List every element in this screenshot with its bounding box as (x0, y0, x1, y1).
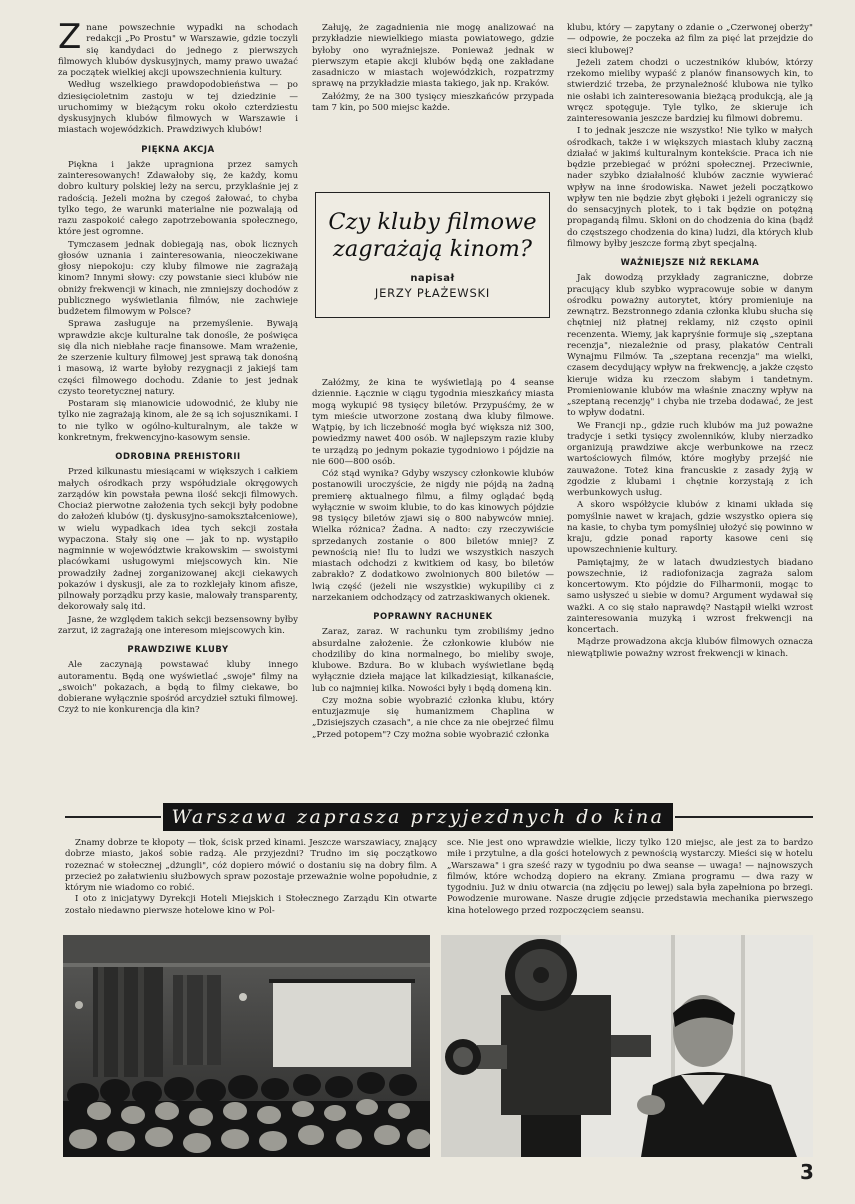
feature-column-right (447, 838, 813, 932)
section-heading-wazniejsze-niz-reklama: WAŻNIEJSZE NIŻ REKLAMA (620, 257, 760, 267)
article-column-2-top (312, 23, 554, 180)
article-paragraph: Załóżmy, że na 300 tysięcy mieszkańców przypada tam 7 kin, po 500 miejsc każde. (312, 91, 554, 113)
article-paragraph: Jeżeli zatem chodzi o uczestników klubów, którzy rzekomo mieliby wypaść z planów finansowych kin, to stwierdzić trzeba, że przynależność klubowa nie tylko nie osłabi ich zainteresowania bieżącą produkcją, ale ją wręcz spotęguje. Tyle tylko, że skieruje ich zainteresowania jeszcze bardziej ku filmowi dobremu. (567, 57, 813, 124)
feature-paragraph: sce. Nie jest ono wprawdzie wielkie, liczy tylko 120 miejsc, ale jest za to bardzo miłe i przytulne, a dla gości hotelowych z pewnością wystarczy. Mieści się w hotelu „Warszawa" i gra sześć razy w tygodniu po dwa seanse — uwaga! — najnowszych filmów, które wchodzą dopiero na ekrany. Zmiana programu — dwa razy w tygodniu. Już w dniu otwarcia (na zdjęciu po lewej) sala była zapełniona po brzegi. Powodzenie murowane. Nasze drugie zdjęcie przedstawia mechanika pierwszego kina hotelowego przed rozpoczęciem seansu. (447, 838, 813, 916)
article-paragraph: Według wszelkiego prawdopodobieństwa — po dziesięcioletnim zastoju w tej dziedzinie — uruchomimy w bieżącym roku około czterdziestu dyskusyjnych klubów filmowych w Warszawie i miastach wojewódzkich. Prawdziwych klubów! (58, 80, 298, 136)
section-heading-prawdziwe-kluby: PRAWDZIWE KLUBY (127, 644, 229, 654)
section-heading-odrobina-prehistorii: ODROBINA PREHISTORII (115, 451, 241, 461)
article-paragraph: Żałuję, że zagadnienia nie mogę analizować na przykładzie niewielkiego miasta powiatowego, gdzie byłoby ono wyraźniejsze. Ponieważ jednak w pierwszym etapie akcji klubów będą one zakładane zasadniczo w miastach wojewódzkich, rozpatrzmy sprawę na przykładzie miasta takiego, jak np. Kraków. (312, 23, 554, 90)
article-paragraph: klubu, który — zapytany o zdanie o „Czerwonej oberży" — odpowie, że poczeka aż film za pięć lat przejdzie do sieci klubowej? (567, 23, 813, 56)
byline-label: napisał (410, 273, 455, 284)
article-paragraph: Pamiętajmy, że w latach dwudziestych biadano powszechnie, iż radiofonizacja zagraża salom koncertowym. Kto pójdzie do Filharmonii, mogąc to samo usłyszeć u siebie w domu? Argument wydawał się ważki. A co się stało naprawdę? Nastąpił wielki wzrost zainteresowania muzyką i wzrost frekwencji na koncertach. (567, 557, 813, 635)
feature-paragraph: Znamy dobrze te kłopoty — tłok, ścisk przed kinami. Jeszcze warszawiacy, znający dobrze miasto, jakoś sobie radzą. Ale przyjezdni? Trudno im się początkowo rozeznać w stołecznej „dżungli", cóż dopiero mówić o dostaniu się na dobry film. A przecież po załatwieniu służbowych spraw pozostaje przeważnie wolne popołudnie, z którym nie wiadomo co robić. (65, 838, 437, 893)
article-paragraph: Sprawa zasługuje na przemyślenie. Bywają wprawdzie akcje kulturalne tak donośle, że poświęca się dla nich niebłahe racje finansowe. Mam wrażenie, że szerzenie kultury filmowej jest sprawą tak donośną i masową, iż warte byłoby rezygnacji z jakiejś tam części filmowego dochodu. Zdanie to jest jednak czysto teoretycznej natury. (58, 319, 298, 397)
article-paragraph: Mądrze prowadzona akcja klubów filmowych oznacza niewątpliwie poważny wzrost frekwencji w kinach. (567, 637, 813, 659)
section-heading-piekna-akcja: PIĘKNA AKCJA (141, 143, 215, 154)
article-paragraph: Zaraz, zaraz. W rachunku tym zrobiliśmy jedno absurdalne założenie. Że członkowie klubów nie chodziliby do kina normalnego, bo mieliby swoje, klubowe. Bzdura. Bo w klubach wyświetlane będą wyłącznie dzieła mające lat kilkadziesiąt, kilkanaście, lub co najmniej kilka. Nowości były i będą domeną kin. (312, 627, 554, 694)
article-paragraph: Piękna i jakże upragniona przez samych zainteresowanych! Zdawałoby się, że każdy, komu dobro kultury polskiej leży na sercu, przyklaśnie jej z radością. Jeżeli można by czegoś żałować, to chyba tylko tego, że warunki materialne nie pozwalają od razu zaspokoić całego zapotrzebowania społecznego, które jest ogromne. (58, 159, 298, 238)
article-paragraph: Załóżmy, że kina te wyświetlają po 4 seanse dziennie. Łącznie w ciągu tygodnia mieszkańcy miasta mogą wykupić 98 tysięcy biletów. Przypuśćmy, że w tym mieście utworzone zostaną dwa kluby filmowe. Wątpię, by ich liczebność mogła być większa niż 300, powiedzmy nawet 400 osób. W najlepszym razie kluby te urządzą po jednym pokazie tygodniowo i pójdzie na nie 600—800 osób. (312, 378, 554, 467)
page-number: 3 (800, 1160, 814, 1184)
article-paragraph: Przed kilkunastu miesiącami w większych i całkiem małych ośrodkach przy współudziale okręgowych zarządów kin powstała pewna ilość sekcji filmowych. Chociaż pierwotne założenia tych sekcji były podobne do założeń klubów (tj. dyskusyjno-samokształceniowe), w wielu wypadkach idea tych sekcji została wypaczona. Stały się one — jak to np. wystąpiło nagminnie w województwie krakowskim — swoistymi placówkami usługowymi miejscowych kin. Nie prowadziły żadnej zorganizowanej akcji ciekawych pokazów i dyskusji, ale za to rozklejały kinom afisze, pilnowały porządku przy kasie, malowały transparenty, dekorowały salę itd. (58, 467, 298, 613)
article-title-box (315, 192, 550, 318)
article-intro-paragraph: Znane powszechnie wypadki na schodach redakcji „Po Prostu" w Warszawie, gdzie toczyli się kandydaci do jednego z pierwszych filmowych klubów dyskusyjnych, mamy prawo uważać za początek wielkiej akcji upowszechnienia kultury. (58, 23, 298, 78)
feature-banner: Warszawa zaprasza przyjezdnych do kina (163, 803, 673, 831)
drop-cap: Z (58, 23, 82, 57)
article-paragraph: Jak dowodzą przykłady zagraniczne, dobrze pracujący klub szybko wypracowuje sobie w danym ośrodku poważny autorytet, który promieniuje na zewnątrz. Bezstronnego zdania członka klubu słucha się chętniej niż płatnej reklamy, niż często opinii recenzenta. Wiemy, jak kapryśnie formuje się „szeptana recenzja", niezależnie od prasy, plakatów Centrali Wynajmu Filmów. Ta „szeptana recenzja" ma wielki, czasem decydujący wpływ na frekwencję, a jakże często kieruje widza ku rzeczom słabym i tandetnym. Promieniowanie klubów ma właśnie znaczny wpływ na „szeptaną recenzję" i chyba nie trzeba dodawać, że jest to wpływ dodatni. (567, 273, 813, 419)
photo-cinema-audience (63, 935, 430, 1157)
article-column-3 (567, 23, 813, 793)
article-column-1 (58, 23, 298, 793)
banner-rule-right (675, 816, 813, 818)
feature-column-left (65, 838, 437, 932)
article-column-2-bottom (312, 378, 554, 793)
photo-projectionist (441, 935, 813, 1157)
banner-rule-left (65, 816, 161, 818)
article-paragraph: Jasne, że względem takich sekcji bezsensowny byłby zarzut, iż zagrażają one interesom miejscowych kin. (58, 614, 298, 636)
article-paragraph: Cóż stąd wynika? Gdyby wszyscy członkowie klubów postanowili uroczyście, że nigdy nie pójdą na żadną premierę aktualnego filmu, a filmy oglądać będą wyłącznie w swoim klubie, to do kas kinowych pójdzie 98 tysięcy biletów zjawi się o 800 nabywców mniej. Wielka różnica? Żadna. A nadto: czy rzeczywiście sprzedanych zostanie o 800 biletów mniej? Z pewnością nie! Ilu to ludzi we wszystkich naszych miastach odchodzi z kwitkiem od kasy, bo biletów zabrakło? Z dodatkowo zwolnionych 800 biletów — lwią część (jeżeli nie wszystkie) wykupiliby ci z narzekaniem odchodzący od zatrzaskiwanych okienek. (312, 469, 554, 603)
article-paragraph: Ale zaczynają powstawać kluby innego autoramentu. Będą one wyświetlać „swoje" filmy na „swoich" pokazach, a będą to filmy ciekawe, bo dobierane wyłącznie spośród arcydzieł sztuki filmowej. Czyż to nie konkurencja dla kin? (58, 660, 298, 716)
article-paragraph: Postaram się mianowicie udowodnić, że kluby nie tylko nie zagrażają kinom, ale że są ich sojusznikami. I to nie tylko w ogólno-kulturalnym, ale także w konkretnym, frekwencyjno-kasowym sensie. (58, 399, 298, 443)
article-paragraph: I to jednak jeszcze nie wszystko! Nie tylko w małych ośrodkach, także i w większych miastach kluby zaczną działać w jakimś kulturalnym kontekście. Praca ich nie będzie przebiegać w próżni społecznej. Przeciwnie, nader szybko działalność klubów zacznie wywierać wpływ na inne środowiska. Nawet jeżeli początkowo wpływ ten nie będzie zbyt głęboki i jeżeli ograniczy się do sensacyjnych plotek, to i tak będzie on potężną propagandą filmu. Skłoni on do chodzenia do kina (bądź do częstszego chodzenia do kina) ludzi, dla których klub filmowy byłby jeszcze formą zbyt specjalną. (567, 126, 813, 249)
author-name: JERZY PŁAŻEWSKI (374, 286, 491, 300)
article-paragraph: Tymczasem jednak dobiegają nas, obok licznych głosów uznania i zainteresowania, nieoczekiwane głosy niepokoju: czy kluby filmowe nie zagrażają kinom? Innymi słowy: czy powstanie sieci klubów nie obniży frekwencji w kinach, nie zmniejszy dochodów z publicznego wyświetlania filmów, nie zachwieje budżetem filmowym w Polsce? (58, 239, 298, 317)
article-paragraph: A skoro współżycie klubów z kinami układa się pomyślnie nawet w krajach, gdzie wszystko opiera się na kasie, to chyba tym pomyślniej ułożyć się powinno w kraju, gdzie ponad raporty kasowe ceni się upowszechnienie kultury. (567, 500, 813, 556)
section-heading-poprawny-rachunek: POPRAWNY RACHUNEK (373, 611, 493, 621)
article-paragraph: Czy można sobie wyobrazić członka klubu, który entuzjazmuje się humanizmem Chaplina w „Dzisiejszych czasach", a nie chce za nie obejrzeć filmu „Przed potopem"? Czy można sobie wyobrazić członka (312, 695, 554, 740)
article-paragraph: We Francji np., gdzie ruch klubów ma już poważne tradycje i setki tysięcy zwolenników, kluby nierzadko organizują prawdziwe akcje werbunkowe na rzecz wartościowych filmów, które mogłyby przejść nie zauważone. Toteż kina francuskie z zasady żyją w zgodzie z klubami i chętnie korzystają z ich werbunkowych usług. (567, 420, 813, 498)
feature-paragraph: I oto z inicjatywy Dyrekcji Hoteli Miejskich i Stołecznego Zarządu Kin otwarte zostało niedawno pierwsze hotelowe kino w Pol- (65, 894, 437, 916)
article-title: Czy kluby filmowe zagrażają kinom? (328, 209, 537, 262)
